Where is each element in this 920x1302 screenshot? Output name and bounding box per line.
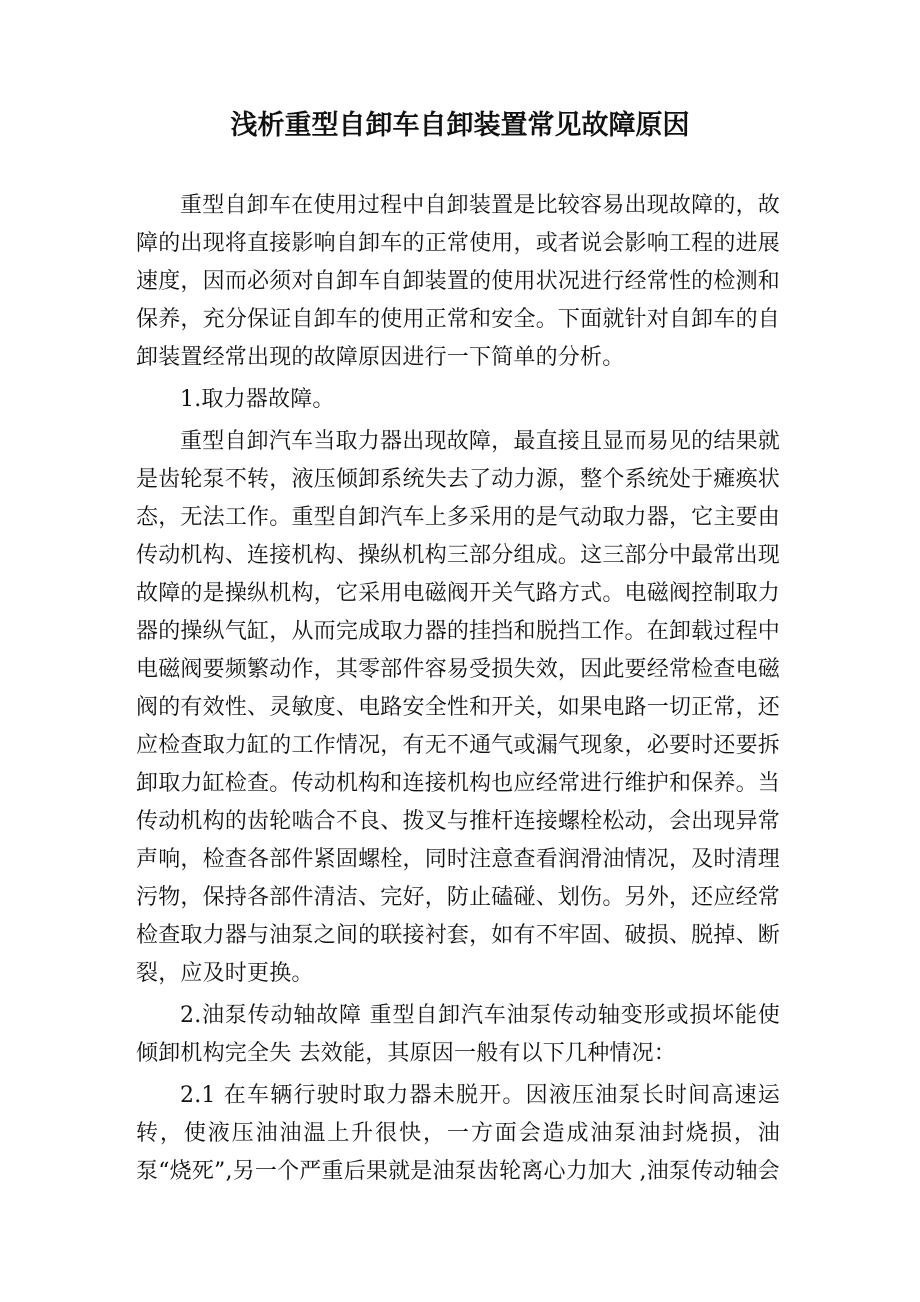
heading-pto-fault: 1.取力器故障。 bbox=[180, 387, 335, 412]
paragraph-pto-fault: 重型自卸汽车当取力器出现故障，最直接且显而易见的结果就是齿轮泵不转，液压倾卸系统失去了动力源，整个系统处于瘫痪状态，无法工作。重型自卸汽车上多采用的是气动取力器，它主要由传动机构、连接机构、操纵机构三部分组成。这三部分中最常出现故障的是操纵机构，它采用电磁阀开关气路方式。电磁阀控制取力器的操纵气缸，从而完成取力器的挂挡和脱挡工作。在卸载过程中电磁阀要频繁动作，其零部件容易受损失效，因此要经常检查电磁阀的有效性、灵敏度、电路安全性和开关，如果电路一切正常，还应检查取力缸的工作情况，有无不通气或漏气现象，必要时还要拆卸取力缸检查。传动机构和连接机构也应经常进行维护和保养。当传动机构的齿轮啮合不良、拨叉与推杆连接螺栓松动，会出现异常声响，检查各部件紧固螺栓，同时注意查看润滑油情况，及时清理污物，保持各部件清洁、完好，防止磕碰、划伤。另外，还应经常检查取力器与油泵之间的联接衬套，如有不牢固、破损、脱掉、断裂，应及时更换。 bbox=[136, 429, 780, 986]
paragraph-pump-shaft-cause-1: 2.1 在车辆行驶时取力器未脱开。因液压油泵长时间高速运转，使液压油油温上升很快，一方面会造成油泵油封烧损，油泵“烧死”,另一个严重后果就是油泵齿轮离心力加大 ,油泵传动轴会 bbox=[136, 1083, 780, 1184]
document-title: 浅析重型自卸车自卸装置常见故障原因 bbox=[230, 110, 690, 141]
paragraph-intro: 重型自卸车在使用过程中自卸装置是比较容易出现故障的，故障的出现将直接影响自卸车的正常使用，或者说会影响工程的进展速度，因而必须对自卸车自卸装置的使用状况进行经常性的检测和保养，充分保证自卸车的使用正常和安全。下面就针对自卸车的自卸装置经常出现的故障原因进行一下简单的分析。 bbox=[136, 193, 780, 370]
document-body bbox=[136, 187, 780, 1195]
paragraph-pump-shaft-fault: 2.油泵传动轴故障 重型自卸汽车油泵传动轴变形或损坏能使倾卸机构完全失 去效能，其原因一般有以下几种情况： bbox=[136, 1003, 780, 1066]
